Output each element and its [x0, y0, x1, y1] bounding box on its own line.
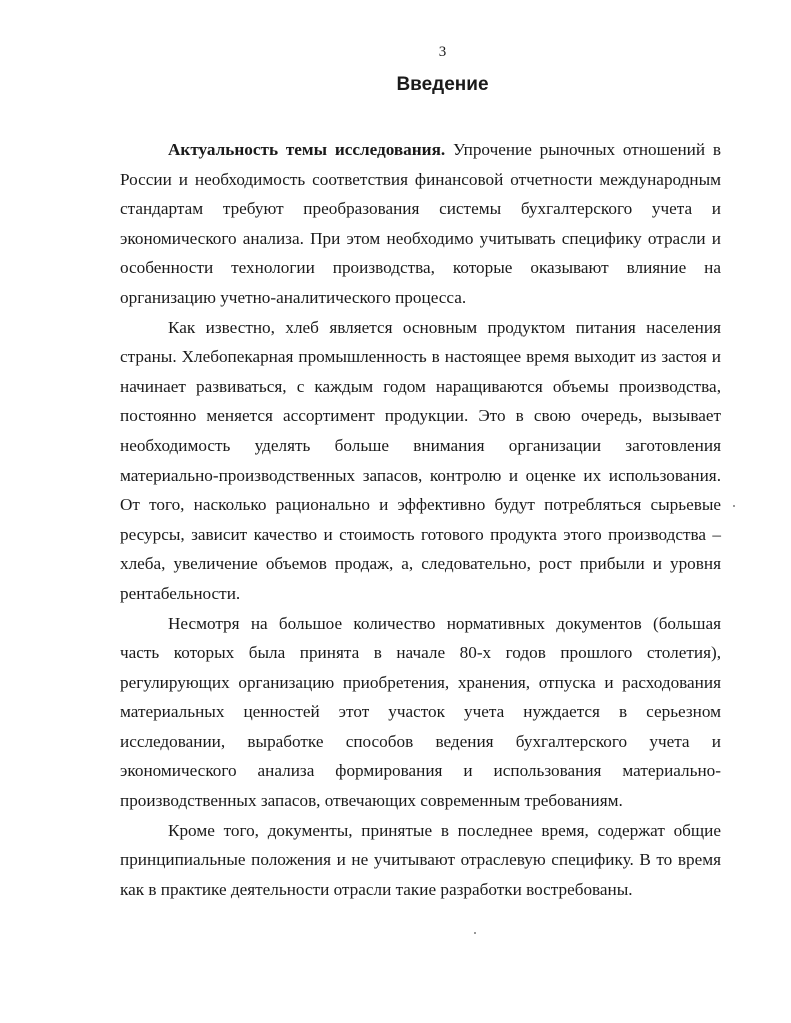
scan-speck: [474, 932, 476, 934]
body-text: [120, 135, 721, 904]
paragraph-lead: Актуальность темы исследования.: [168, 140, 446, 159]
paragraph-recent-documents: Кроме того, документы, принятые в последнее время, содержат общие принципиальные положения и не учитывают отраслевую специфику. В то время как в практике деятельности отрасли такие разработки востребованы.: [120, 820, 721, 899]
page-number: 3: [438, 44, 447, 60]
paragraph-text: Упрочение рыночных отношений в России и необходимость соответствия финансовой отчетности международным стандартам требуют преобразования системы бухгалтерского учета и экономического анализа. При этом необходимо учитывать специфику отрасли и особенности технологии производства, которые оказывают влияние на организацию учетно-аналитического процесса.: [120, 140, 721, 307]
paragraph-bread-industry: Как известно, хлеб является основным продуктом питания населения страны. Хлебопекарная промышленность в настоящее время выходит из застоя и начинает развиваться, с каждым годом наращиваются объемы производства, постоянно меняется ассортимент продукции. Это в свою очередь, вызывает необходимость уделять больше внимания организации заготовления материально-производственных запасов, контролю и оценке их использования. От того, насколько рационально и эффективно будут потребляться сырьевые ресурсы, зависит качество и стоимость готового продукта этого производства – хлеба, увеличение объемов продаж, а, следовательно, рост прибыли и уровня рентабельности.: [120, 317, 721, 603]
paragraph-regulations: Несмотря на большое количество нормативных документов (большая часть которых была принята в начале 80-х годов прошлого столетия), регулирующих организацию приобретения, хранения, отпуска и расходования материальных ценностей этот участок учета нуждается в серьезном исследовании, выработке способов ведения бухгалтерского учета и экономического анализа формирования и использования материально-производственных запасов, отвечающих современным требованиям.: [120, 613, 721, 811]
paragraph-relevance: [120, 135, 721, 313]
page-title: Введение: [396, 74, 489, 95]
scan-speck: [733, 505, 735, 507]
